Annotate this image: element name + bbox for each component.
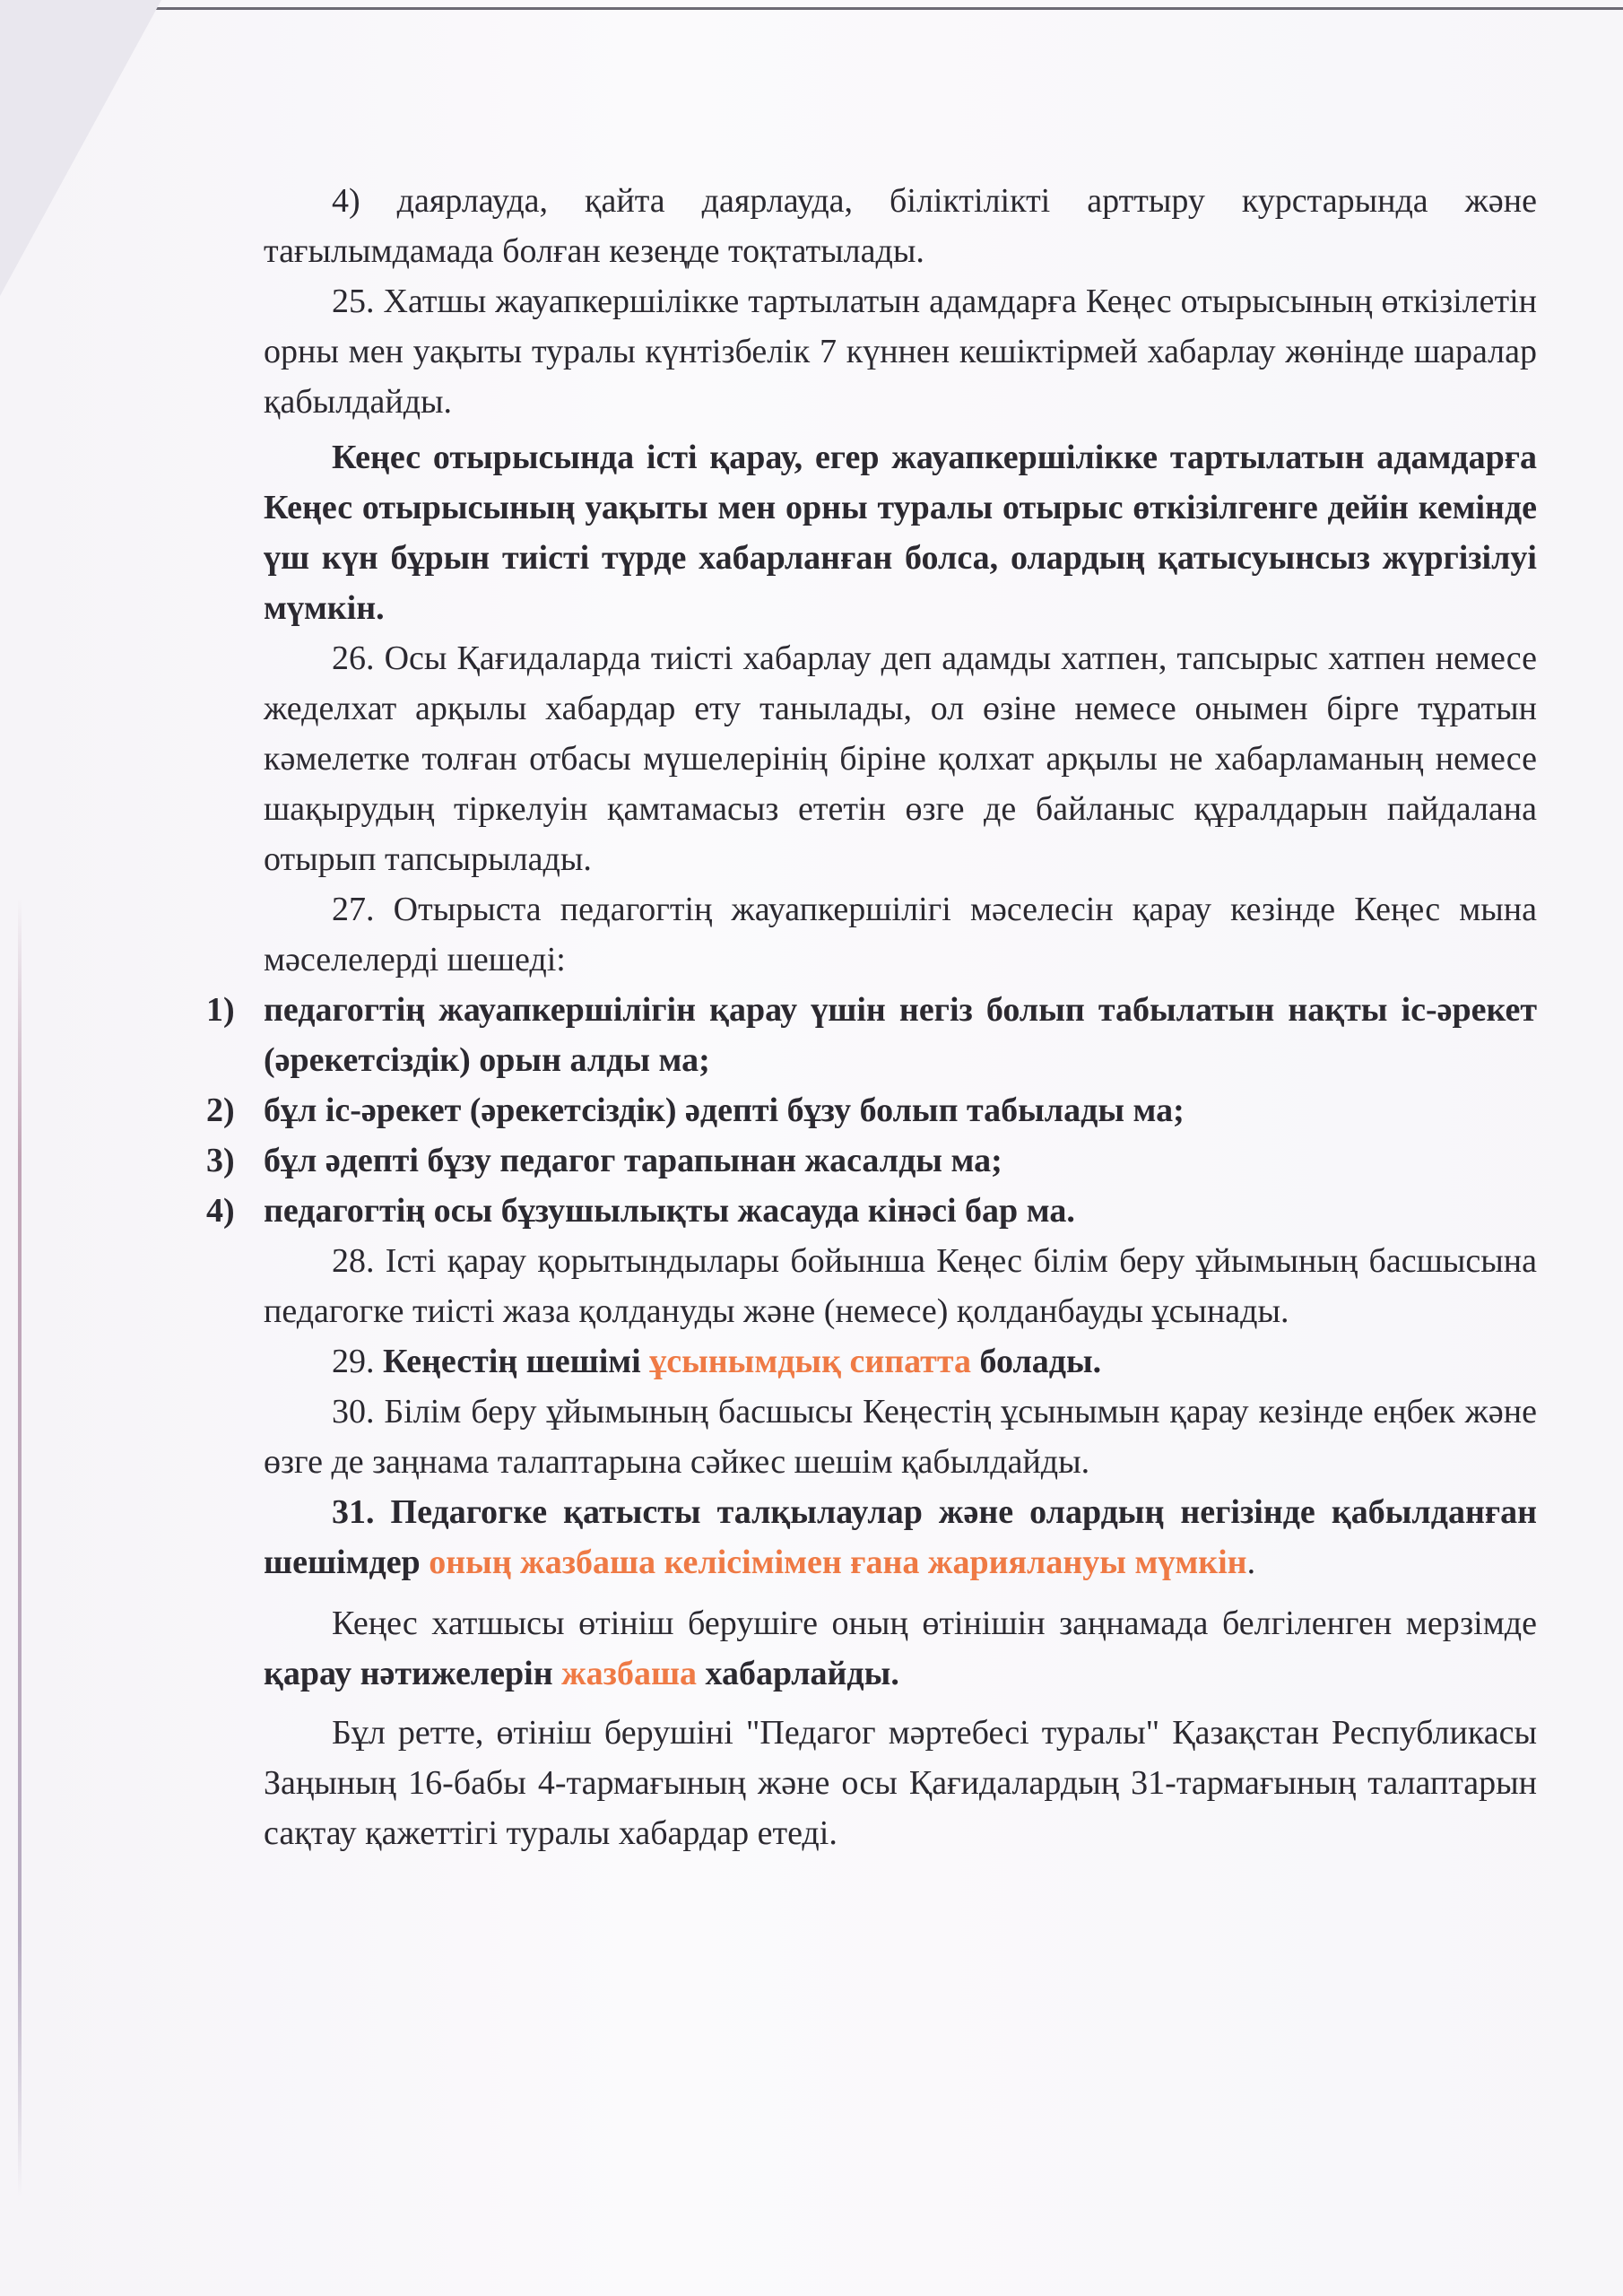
paragraph-25-bold: Кеңес отырысында істі қарау, егер жауапкершілікке тартылатын адамдарға Кеңес отырысының уақыты мен орны туралы отырыс өткізілгенге дейін кемінде үш күн бұрын тиісті түрде хабарланған болса, олардың қатысуынсыз жүргізілуі мүмкін. <box>264 439 1537 627</box>
list-item <box>206 985 1537 1085</box>
paragraph-31-tail: . <box>1246 1544 1256 1581</box>
list-item <box>206 1085 1537 1135</box>
list-item-number: 2) <box>206 1091 235 1129</box>
list-item-number: 1) <box>206 991 235 1029</box>
paragraph-31-highlight: оның жазбаша келісімімен ғана жариялануы мүмкін <box>429 1544 1247 1581</box>
paragraph-26: 26. Осы Қағидаларда тиісті хабарлау деп адамды хатпен, тапсырыс хатпен немесе жеделхат арқылы хабардар ету танылады, ол өзіне немесе онымен бірге тұратын кәмелетке толған отбасы мүшелерінің біріне қолхат арқылы не хабарламаның немесе шақырудың тіркелуін қамтамасыз ететін өзге де байланыс құралдарын пайдалана отырып тапсырылады. <box>264 639 1537 878</box>
paragraph-final: Бұл ретте, өтініш берушіні "Педагог мәртебесі туралы" Қазақстан Республикасы Заңының 16-бабы 4-тармағының және осы Қағидалардың 31-тармағының талаптарын сақтау қажеттігі туралы хабардар етеді. <box>264 1714 1537 1852</box>
paragraph-item-4: 4) даярлауда, қайта даярлауда, біліктілікті арттыру курстарында және тағылымдамада болған кезеңде тоқтатылады. <box>264 182 1537 270</box>
paragraph-27: 27. Отырыста педагогтің жауапкершілігі мәселесін қарау кезінде Кеңес мына мәселелерді шешеді: <box>264 891 1537 978</box>
question-list <box>206 985 1537 1236</box>
list-item-number: 3) <box>206 1142 235 1179</box>
paragraph-25: 25. Хатшы жауапкершілікке тартылатын адамдарға Кеңес отырысының өткізілетін орны мен уақыты туралы күнтізбелік 7 күннен кешіктірмей хабарлау жөнінде шаралар қабылдайды. <box>264 283 1537 421</box>
paragraph-29 <box>264 1336 1537 1387</box>
left-scan-edge <box>18 897 22 2197</box>
list-item-number: 4) <box>206 1192 235 1230</box>
top-edge-line <box>135 7 1623 10</box>
paragraph-secretary-bold: қарау нәтижелерін <box>264 1655 553 1692</box>
paragraph-secretary-highlight: жазбаша <box>561 1655 698 1692</box>
paragraph-29-tail: болады. <box>979 1343 1102 1380</box>
paragraph-secretary <box>264 1598 1537 1699</box>
paragraph-29-lead: Кеңестің шешімі <box>383 1343 641 1380</box>
folded-corner <box>0 0 161 296</box>
list-item-text: педагогтің жауапкершілігін қарау үшін негіз болып табылатын нақты іс-әрекет (әрекетсіздік) орын алды ма; <box>264 991 1537 1079</box>
list-item <box>206 1135 1537 1186</box>
list-item-text: педагогтің осы бұзушылықты жасауда кінәсі бар ма. <box>264 1192 1075 1230</box>
paragraph-31-lead: 31. Педагогке қатысты талқылаулар және олардың негізінде қабылданған шешімдер <box>264 1493 1537 1581</box>
paragraph-29-number: 29. <box>332 1343 375 1380</box>
paragraph-31 <box>264 1487 1537 1587</box>
list-item-text: бұл әдепті бұзу педагог тарапынан жасалды ма; <box>264 1142 1002 1179</box>
paragraph-secretary-tail: хабарлайды. <box>705 1655 899 1692</box>
list-item-text: бұл іс-әрекет (әрекетсіздік) әдепті бұзу болып табылады ма; <box>264 1091 1185 1129</box>
list-item <box>206 1186 1537 1236</box>
paragraph-secretary-lead: Кеңес хатшысы өтініш берушіге оның өтінішін заңнамада белгіленген мерзімде <box>332 1605 1537 1642</box>
paragraph-30: 30. Білім беру ұйымының басшысы Кеңестің ұсынымын қарау кезінде еңбек және өзге де заңнама талаптарына сәйкес шешім қабылдайды. <box>264 1393 1537 1481</box>
paragraph-29-highlight: ұсынымдық сипатта <box>649 1343 971 1380</box>
document-body <box>206 176 1537 1858</box>
paragraph-28: 28. Істі қарау қорытындылары бойынша Кеңес білім беру ұйымының басшысына педагогке тиісті жаза қолдануды және (немесе) қолданбауды ұсынады. <box>264 1242 1537 1330</box>
